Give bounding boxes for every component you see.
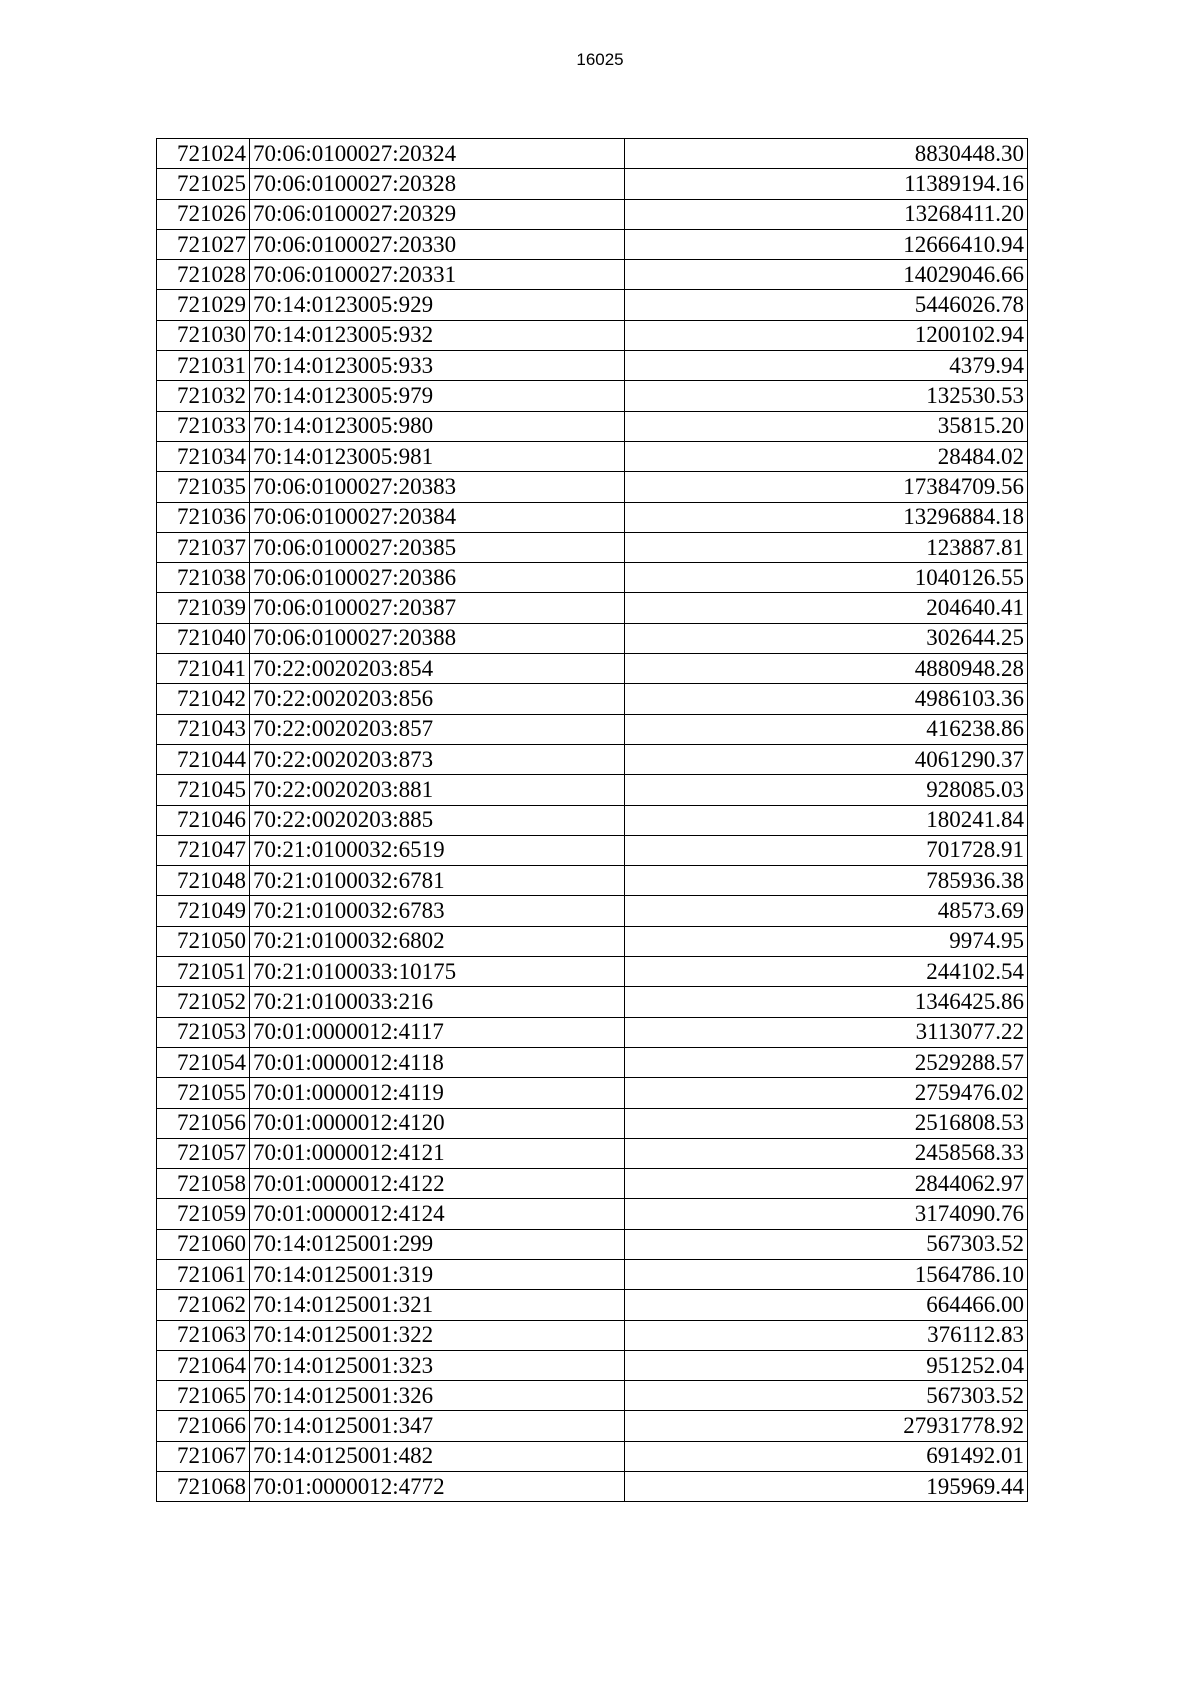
value-cell: 180241.84 [625,805,1028,835]
cadastral-number-cell: 70:14:0125001:347 [250,1411,625,1441]
cadastral-number-cell: 70:01:0000012:4122 [250,1169,625,1199]
value-cell: 4986103.36 [625,684,1028,714]
cadastral-number-cell: 70:14:0125001:323 [250,1350,625,1380]
cadastral-number-cell: 70:06:0100027:20331 [250,260,625,290]
value-cell: 2458568.33 [625,1138,1028,1168]
row-number-cell: 721049 [157,896,250,926]
value-cell: 35815.20 [625,411,1028,441]
table-row [157,260,1028,290]
row-number-cell: 721043 [157,714,250,744]
row-number-cell: 721046 [157,805,250,835]
row-number-cell: 721060 [157,1229,250,1259]
row-number-cell: 721048 [157,866,250,896]
table-row [157,169,1028,199]
row-number-cell: 721063 [157,1320,250,1350]
cadastral-number-cell: 70:22:0020203:857 [250,714,625,744]
table-row [157,532,1028,562]
row-number-cell: 721055 [157,1078,250,1108]
table-row [157,563,1028,593]
table-row [157,1259,1028,1289]
cadastral-number-cell: 70:01:0000012:4772 [250,1472,625,1502]
table-row [157,1472,1028,1502]
table-row [157,1229,1028,1259]
cadastral-number-cell: 70:14:0125001:322 [250,1320,625,1350]
value-cell: 8830448.30 [625,139,1028,169]
cadastral-number-cell: 70:14:0123005:932 [250,320,625,350]
table-row [157,835,1028,865]
cadastral-number-cell: 70:06:0100027:20387 [250,593,625,623]
row-number-cell: 721044 [157,744,250,774]
cadastral-number-cell: 70:14:0123005:979 [250,381,625,411]
value-cell: 12666410.94 [625,229,1028,259]
cadastral-number-cell: 70:14:0125001:326 [250,1381,625,1411]
row-number-cell: 721065 [157,1381,250,1411]
table-row [157,381,1028,411]
cadastral-number-cell: 70:22:0020203:885 [250,805,625,835]
cadastral-number-cell: 70:21:0100032:6781 [250,866,625,896]
table-row [157,775,1028,805]
value-cell: 244102.54 [625,957,1028,987]
row-number-cell: 721062 [157,1290,250,1320]
value-cell: 951252.04 [625,1350,1028,1380]
row-number-cell: 721059 [157,1199,250,1229]
table-row [157,926,1028,956]
row-number-cell: 721068 [157,1472,250,1502]
value-cell: 376112.83 [625,1320,1028,1350]
cadastral-number-cell: 70:06:0100027:20386 [250,563,625,593]
value-cell: 2759476.02 [625,1078,1028,1108]
value-cell: 2844062.97 [625,1169,1028,1199]
cadastral-number-cell: 70:21:0100032:6519 [250,835,625,865]
row-number-cell: 721057 [157,1138,250,1168]
cadastral-number-cell: 70:22:0020203:873 [250,744,625,774]
table-row [157,472,1028,502]
row-number-cell: 721032 [157,381,250,411]
cadastral-number-cell: 70:06:0100027:20329 [250,199,625,229]
value-cell: 1200102.94 [625,320,1028,350]
row-number-cell: 721047 [157,835,250,865]
cadastral-number-cell: 70:06:0100027:20384 [250,502,625,532]
table-row [157,1078,1028,1108]
row-number-cell: 721066 [157,1411,250,1441]
cadastral-number-cell: 70:14:0123005:981 [250,441,625,471]
row-number-cell: 721024 [157,139,250,169]
cadastral-number-cell: 70:22:0020203:856 [250,684,625,714]
value-cell: 2529288.57 [625,1047,1028,1077]
value-cell: 664466.00 [625,1290,1028,1320]
table-row [157,1381,1028,1411]
cadastral-number-cell: 70:06:0100027:20385 [250,532,625,562]
cadastral-number-cell: 70:22:0020203:854 [250,654,625,684]
value-cell: 14029046.66 [625,260,1028,290]
row-number-cell: 721029 [157,290,250,320]
cadastral-number-cell: 70:06:0100027:20324 [250,139,625,169]
table-row [157,290,1028,320]
row-number-cell: 721041 [157,654,250,684]
row-number-cell: 721037 [157,532,250,562]
table-row [157,684,1028,714]
value-cell: 195969.44 [625,1472,1028,1502]
table-row [157,1290,1028,1320]
cadastral-number-cell: 70:21:0100032:6783 [250,896,625,926]
value-cell: 302644.25 [625,623,1028,653]
row-number-cell: 721056 [157,1108,250,1138]
table-row [157,1350,1028,1380]
cadastral-number-cell: 70:01:0000012:4120 [250,1108,625,1138]
value-cell: 416238.86 [625,714,1028,744]
value-cell: 11389194.16 [625,169,1028,199]
table-row [157,1169,1028,1199]
cadastral-number-cell: 70:06:0100027:20328 [250,169,625,199]
value-cell: 4880948.28 [625,654,1028,684]
value-cell: 204640.41 [625,593,1028,623]
cadastral-number-cell: 70:01:0000012:4118 [250,1047,625,1077]
table-row [157,1441,1028,1471]
table-row [157,1199,1028,1229]
cadastral-number-cell: 70:14:0125001:299 [250,1229,625,1259]
cadastral-number-cell: 70:01:0000012:4124 [250,1199,625,1229]
cadastral-number-cell: 70:21:0100033:10175 [250,957,625,987]
table-row [157,805,1028,835]
table-row [157,744,1028,774]
table-row [157,593,1028,623]
row-number-cell: 721033 [157,411,250,441]
row-number-cell: 721038 [157,563,250,593]
cadastral-number-cell: 70:22:0020203:881 [250,775,625,805]
row-number-cell: 721058 [157,1169,250,1199]
value-cell: 1040126.55 [625,563,1028,593]
value-cell: 5446026.78 [625,290,1028,320]
row-number-cell: 721042 [157,684,250,714]
table-row [157,351,1028,381]
value-cell: 28484.02 [625,441,1028,471]
value-cell: 567303.52 [625,1229,1028,1259]
cadastral-number-cell: 70:14:0125001:482 [250,1441,625,1471]
row-number-cell: 721053 [157,1017,250,1047]
cadastral-value-table [156,138,1028,1502]
row-number-cell: 721036 [157,502,250,532]
table-row [157,957,1028,987]
value-cell: 928085.03 [625,775,1028,805]
value-cell: 691492.01 [625,1441,1028,1471]
value-cell: 4061290.37 [625,744,1028,774]
table-row [157,714,1028,744]
cadastral-number-cell: 70:06:0100027:20383 [250,472,625,502]
row-number-cell: 721064 [157,1350,250,1380]
row-number-cell: 721026 [157,199,250,229]
value-cell: 132530.53 [625,381,1028,411]
table-row [157,1138,1028,1168]
cadastral-number-cell: 70:14:0125001:321 [250,1290,625,1320]
value-cell: 48573.69 [625,896,1028,926]
value-cell: 27931778.92 [625,1411,1028,1441]
cadastral-number-cell: 70:14:0125001:319 [250,1259,625,1289]
table-row [157,320,1028,350]
cadastral-number-cell: 70:14:0123005:980 [250,411,625,441]
cadastral-number-cell: 70:14:0123005:929 [250,290,625,320]
table-row [157,1411,1028,1441]
value-cell: 9974.95 [625,926,1028,956]
row-number-cell: 721027 [157,229,250,259]
cadastral-number-cell: 70:01:0000012:4121 [250,1138,625,1168]
value-cell: 1346425.86 [625,987,1028,1017]
row-number-cell: 721061 [157,1259,250,1289]
cadastral-number-cell: 70:14:0123005:933 [250,351,625,381]
row-number-cell: 721054 [157,1047,250,1077]
value-cell: 1564786.10 [625,1259,1028,1289]
table-row [157,1017,1028,1047]
value-cell: 2516808.53 [625,1108,1028,1138]
cadastral-number-cell: 70:21:0100033:216 [250,987,625,1017]
row-number-cell: 721034 [157,441,250,471]
table-row [157,987,1028,1017]
table-row [157,866,1028,896]
value-cell: 3174090.76 [625,1199,1028,1229]
page-number: 16025 [576,50,624,69]
cadastral-number-cell: 70:01:0000012:4117 [250,1017,625,1047]
value-cell: 4379.94 [625,351,1028,381]
table-row [157,411,1028,441]
table-row [157,441,1028,471]
value-cell: 3113077.22 [625,1017,1028,1047]
value-cell: 785936.38 [625,866,1028,896]
row-number-cell: 721030 [157,320,250,350]
row-number-cell: 721025 [157,169,250,199]
row-number-cell: 721050 [157,926,250,956]
row-number-cell: 721067 [157,1441,250,1471]
value-cell: 701728.91 [625,835,1028,865]
table-row [157,139,1028,169]
table-row [157,623,1028,653]
value-cell: 13268411.20 [625,199,1028,229]
cadastral-number-cell: 70:01:0000012:4119 [250,1078,625,1108]
table-row [157,896,1028,926]
cadastral-number-cell: 70:06:0100027:20388 [250,623,625,653]
table-row [157,654,1028,684]
row-number-cell: 721040 [157,623,250,653]
cadastral-number-cell: 70:06:0100027:20330 [250,229,625,259]
table-row [157,502,1028,532]
row-number-cell: 721039 [157,593,250,623]
value-cell: 17384709.56 [625,472,1028,502]
table-row [157,229,1028,259]
table-row [157,199,1028,229]
row-number-cell: 721051 [157,957,250,987]
table-row [157,1108,1028,1138]
row-number-cell: 721045 [157,775,250,805]
row-number-cell: 721052 [157,987,250,1017]
row-number-cell: 721031 [157,351,250,381]
value-cell: 567303.52 [625,1381,1028,1411]
table-row [157,1320,1028,1350]
row-number-cell: 721035 [157,472,250,502]
table-row [157,1047,1028,1077]
value-cell: 123887.81 [625,532,1028,562]
row-number-cell: 721028 [157,260,250,290]
table-body [157,139,1028,1502]
value-cell: 13296884.18 [625,502,1028,532]
cadastral-number-cell: 70:21:0100032:6802 [250,926,625,956]
